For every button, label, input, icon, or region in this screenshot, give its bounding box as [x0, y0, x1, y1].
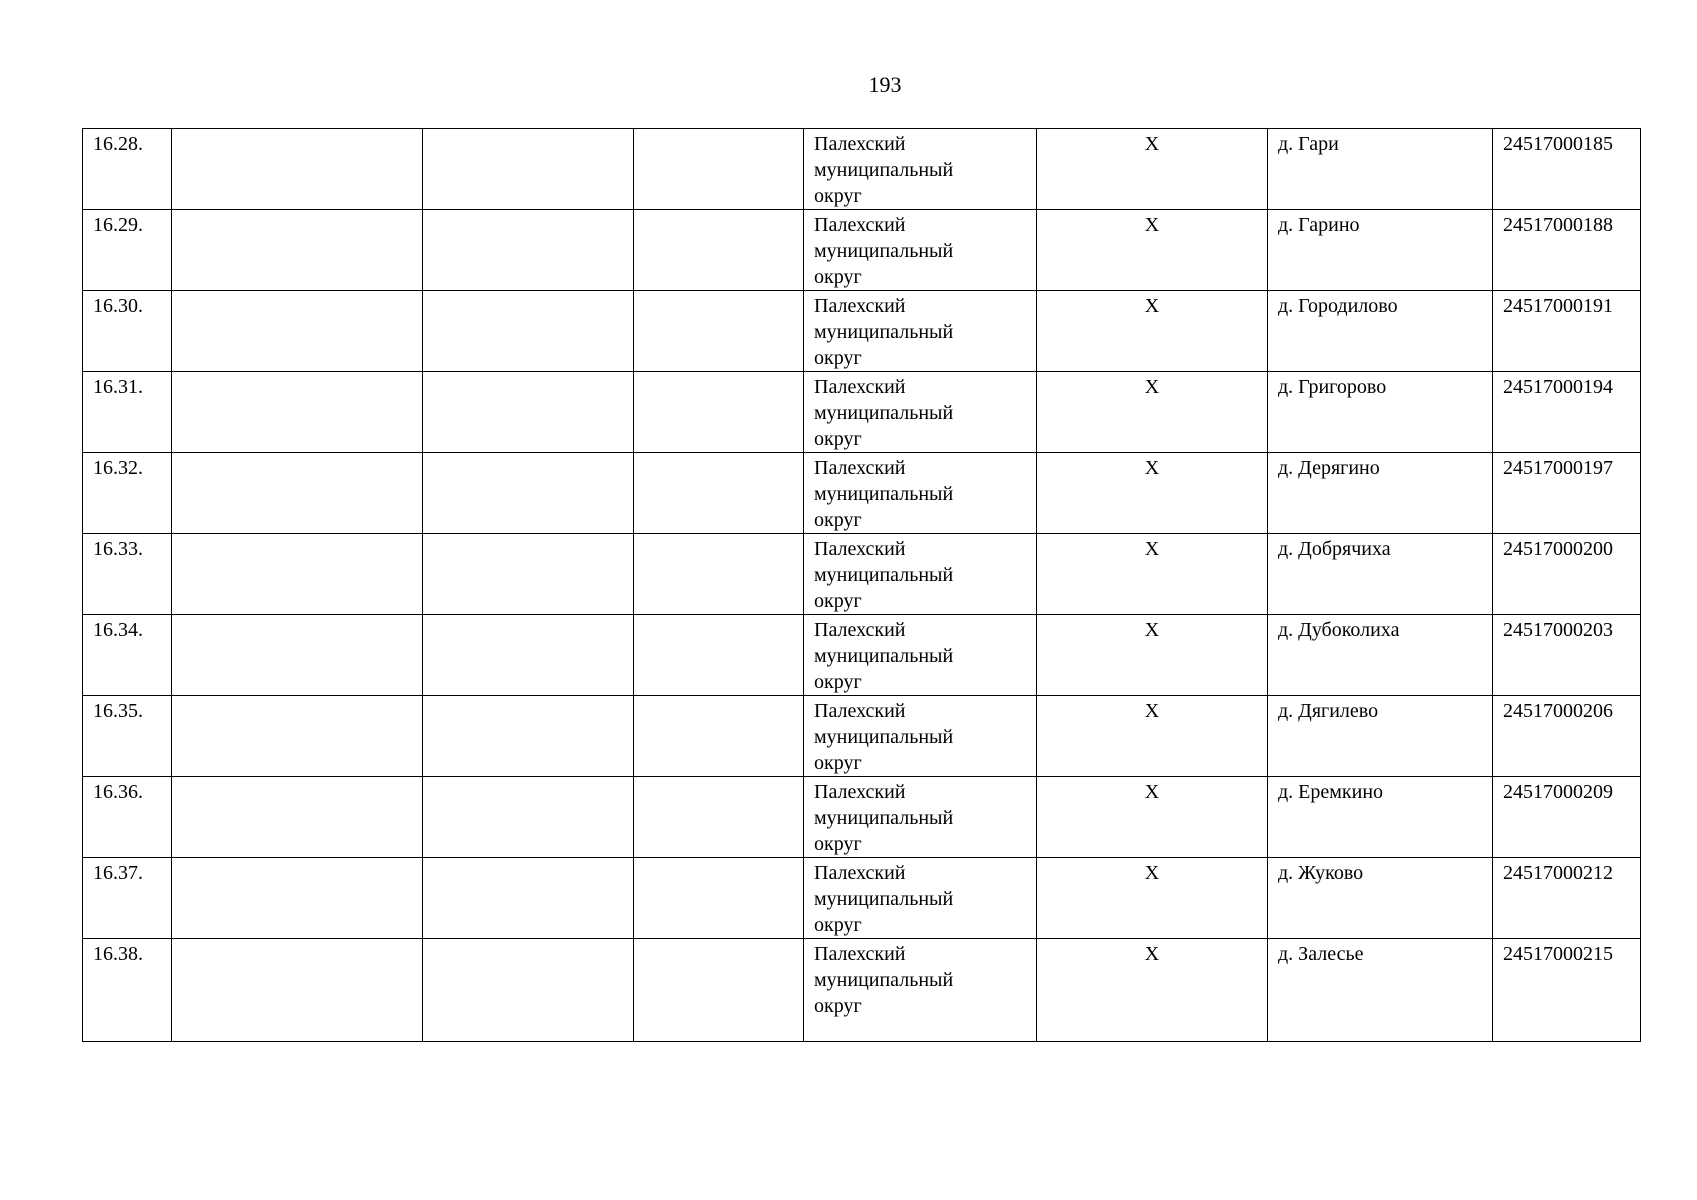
empty-cell	[172, 129, 423, 210]
empty-cell	[423, 210, 634, 291]
registry-table-body	[83, 129, 1641, 1042]
table-row	[83, 777, 1641, 858]
row-number-cell: 16.28.	[83, 129, 172, 210]
page-number: 193	[868, 72, 902, 97]
mark-cell: Х	[1037, 372, 1268, 453]
empty-cell	[172, 696, 423, 777]
empty-cell	[172, 858, 423, 939]
code-cell: 24517000212	[1493, 858, 1641, 939]
table-row	[83, 696, 1641, 777]
empty-cell	[172, 939, 423, 1042]
empty-cell	[634, 615, 804, 696]
empty-cell	[423, 858, 634, 939]
settlement-cell: д. Григорово	[1268, 372, 1493, 453]
settlement-cell: д. Жуково	[1268, 858, 1493, 939]
municipality-cell: Палехский муниципальный округ	[804, 372, 1037, 453]
municipality-cell: Палехский муниципальный округ	[804, 210, 1037, 291]
table-row	[83, 210, 1641, 291]
empty-cell	[423, 453, 634, 534]
row-number-cell: 16.34.	[83, 615, 172, 696]
code-cell: 24517000206	[1493, 696, 1641, 777]
table-row	[83, 939, 1641, 1042]
code-cell: 24517000185	[1493, 129, 1641, 210]
empty-cell	[423, 696, 634, 777]
municipality-cell: Палехский муниципальный округ	[804, 129, 1037, 210]
empty-cell	[634, 858, 804, 939]
municipality-cell: Палехский муниципальный округ	[804, 534, 1037, 615]
mark-cell: Х	[1037, 939, 1268, 1042]
table-row	[83, 372, 1641, 453]
row-number-cell: 16.37.	[83, 858, 172, 939]
settlement-cell: д. Дягилево	[1268, 696, 1493, 777]
empty-cell	[634, 453, 804, 534]
mark-cell: Х	[1037, 534, 1268, 615]
row-number-cell: 16.31.	[83, 372, 172, 453]
settlement-cell: д. Еремкино	[1268, 777, 1493, 858]
code-cell: 24517000188	[1493, 210, 1641, 291]
mark-cell: Х	[1037, 291, 1268, 372]
empty-cell	[423, 777, 634, 858]
settlement-cell: д. Дерягино	[1268, 453, 1493, 534]
row-number-cell: 16.30.	[83, 291, 172, 372]
settlement-cell: д. Гарино	[1268, 210, 1493, 291]
empty-cell	[172, 534, 423, 615]
empty-cell	[634, 696, 804, 777]
code-cell: 24517000197	[1493, 453, 1641, 534]
settlement-cell: д. Городилово	[1268, 291, 1493, 372]
code-cell: 24517000203	[1493, 615, 1641, 696]
table-row	[83, 453, 1641, 534]
municipality-cell: Палехский муниципальный округ	[804, 696, 1037, 777]
table-row	[83, 129, 1641, 210]
empty-cell	[172, 210, 423, 291]
mark-cell: Х	[1037, 858, 1268, 939]
table-row	[83, 615, 1641, 696]
empty-cell	[634, 534, 804, 615]
mark-cell: Х	[1037, 210, 1268, 291]
empty-cell	[634, 939, 804, 1042]
municipality-cell: Палехский муниципальный округ	[804, 777, 1037, 858]
municipality-cell: Палехский муниципальный округ	[804, 615, 1037, 696]
municipality-cell: Палехский муниципальный округ	[804, 939, 1037, 1042]
code-cell: 24517000191	[1493, 291, 1641, 372]
row-number-cell: 16.38.	[83, 939, 172, 1042]
row-number-cell: 16.29.	[83, 210, 172, 291]
empty-cell	[634, 291, 804, 372]
row-number-cell: 16.35.	[83, 696, 172, 777]
empty-cell	[172, 291, 423, 372]
settlement-cell: д. Добрячиха	[1268, 534, 1493, 615]
table-row	[83, 534, 1641, 615]
empty-cell	[634, 210, 804, 291]
row-number-cell: 16.32.	[83, 453, 172, 534]
row-number-cell: 16.36.	[83, 777, 172, 858]
code-cell: 24517000209	[1493, 777, 1641, 858]
mark-cell: Х	[1037, 129, 1268, 210]
empty-cell	[172, 453, 423, 534]
empty-cell	[423, 372, 634, 453]
table-row	[83, 858, 1641, 939]
code-cell: 24517000215	[1493, 939, 1641, 1042]
settlement-cell: д. Залесье	[1268, 939, 1493, 1042]
row-number-cell: 16.33.	[83, 534, 172, 615]
empty-cell	[634, 129, 804, 210]
empty-cell	[423, 129, 634, 210]
mark-cell: Х	[1037, 453, 1268, 534]
table-row	[83, 291, 1641, 372]
mark-cell: Х	[1037, 696, 1268, 777]
registry-table	[82, 128, 1641, 1042]
empty-cell	[423, 615, 634, 696]
empty-cell	[423, 534, 634, 615]
empty-cell	[634, 372, 804, 453]
empty-cell	[423, 939, 634, 1042]
empty-cell	[423, 291, 634, 372]
settlement-cell: д. Гари	[1268, 129, 1493, 210]
mark-cell: Х	[1037, 777, 1268, 858]
empty-cell	[172, 615, 423, 696]
settlement-cell: д. Дубоколиха	[1268, 615, 1493, 696]
municipality-cell: Палехский муниципальный округ	[804, 453, 1037, 534]
municipality-cell: Палехский муниципальный округ	[804, 858, 1037, 939]
code-cell: 24517000194	[1493, 372, 1641, 453]
code-cell: 24517000200	[1493, 534, 1641, 615]
empty-cell	[172, 777, 423, 858]
empty-cell	[172, 372, 423, 453]
mark-cell: Х	[1037, 615, 1268, 696]
municipality-cell: Палехский муниципальный округ	[804, 291, 1037, 372]
empty-cell	[634, 777, 804, 858]
